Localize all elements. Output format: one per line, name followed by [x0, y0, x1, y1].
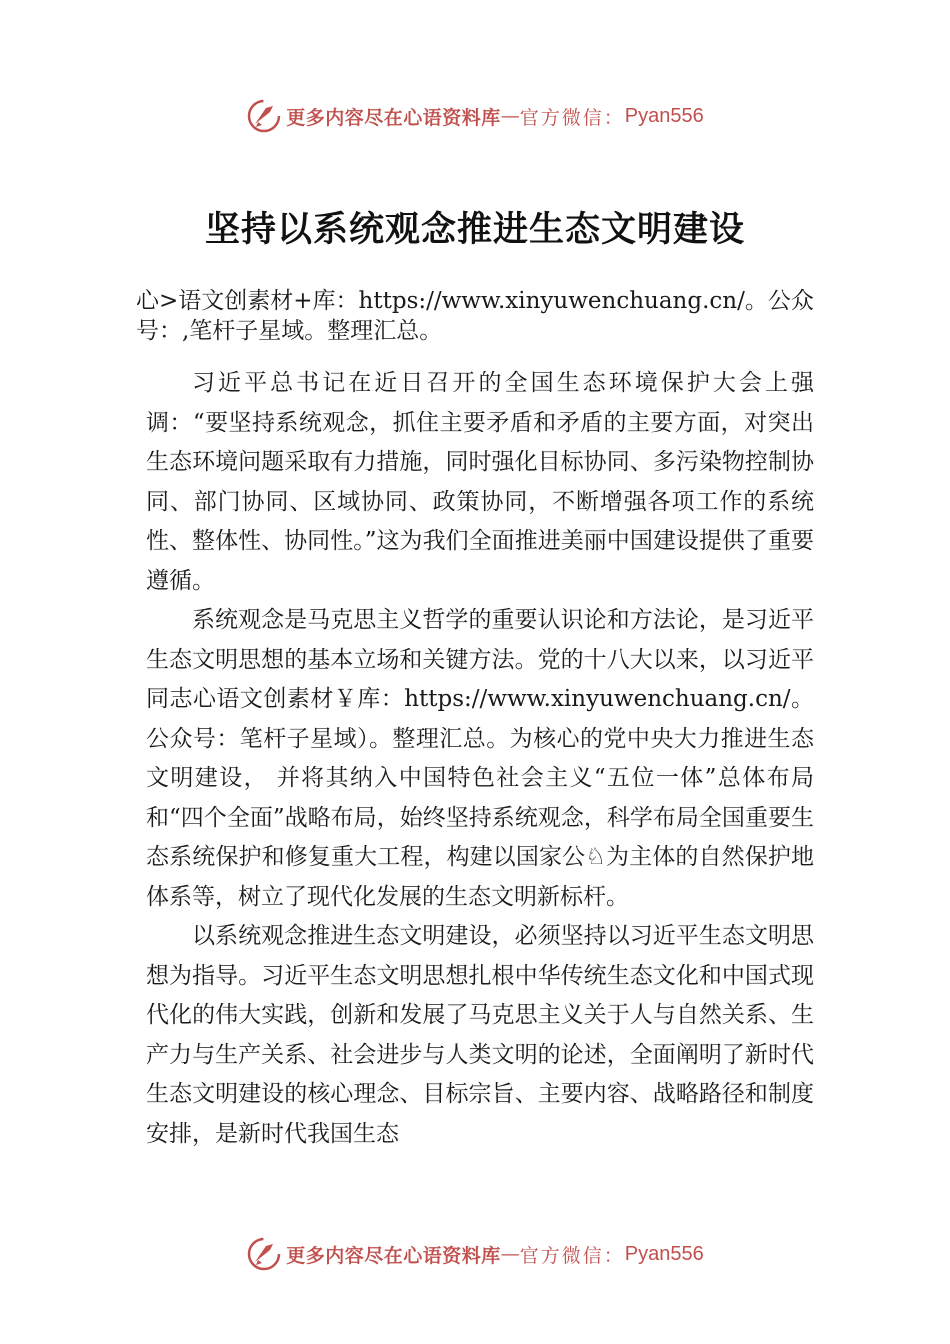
banner-wechat-id: Pyan556 — [624, 104, 704, 127]
paragraph-1: 习近平总书记在近日召开的全国生态环境保护大会上强调：“要坚持系统观念，抓住主要矛盾和矛盾的主要方面，对突出生态环境问题采取有力措施，同时强化目标协同、多污染物控制协同、部门协同、区域协同、政策协同，不断增强各项工作的系统性、整体性、协同性。”这为我们全面推进美丽中国建设提供了重要遵循。 — [146, 370, 814, 594]
source-note: 心>语文创素材+库：https://www.xinyuwenchuang.cn/。公众号：,笔杆子星域。整理汇总。 — [136, 288, 814, 344]
library-logo-icon — [246, 98, 282, 134]
banner-separator: — — [500, 105, 520, 127]
document-body — [146, 364, 814, 1154]
library-logo-icon — [246, 1236, 282, 1272]
header-banner — [0, 96, 950, 136]
banner-wechat-label: 官方微信： — [519, 1244, 625, 1267]
banner-separator: — — [500, 1243, 520, 1265]
banner-wechat-id: Pyan556 — [624, 1242, 704, 1265]
banner-text: 更多内容尽在心语资料库 — [286, 106, 501, 129]
paragraph-2: 系统观念是马克思主义哲学的重要认识论和方法论，是习近平生态文明思想的基本立场和关键方法。党的十八大以来，以习近平同志心语文创素材￥库：https://www.xinyuwenchuang.cn/。公众号：笔杆子星域）。整理汇总。为核心的党中央大力推进生态文明建设， 并将其纳入中国特色社会主义“五位一体”总体布局和“四个全面”战略布局，始终坚持系统观念，科学布局全国重要生态系统保护和修复重大工程，构建以国家公♘为主体的自然保护地体系等，树立了现代化发展的生态文明新标杆。 — [146, 607, 814, 910]
banner-wechat-label: 官方微信： — [519, 106, 625, 129]
banner-text: 更多内容尽在心语资料库 — [286, 1244, 501, 1267]
footer-banner — [0, 1234, 950, 1274]
paragraph-3: 以系统观念推进生态文明建设，必须坚持以习近平生态文明思想为指导。习近平生态文明思想扎根中华传统生态文化和中国式现代化的伟大实践，创新和发展了马克思主义关于人与自然关系、生产力与生产关系、社会进步与人类文明的论述，全面阐明了新时代生态文明建设的核心理念、目标宗旨、主要内容、战略路径和制度安排，是新时代我国生态 — [146, 923, 814, 1147]
document-title: 坚持以系统观念推进生态文明建设 — [204, 209, 745, 250]
